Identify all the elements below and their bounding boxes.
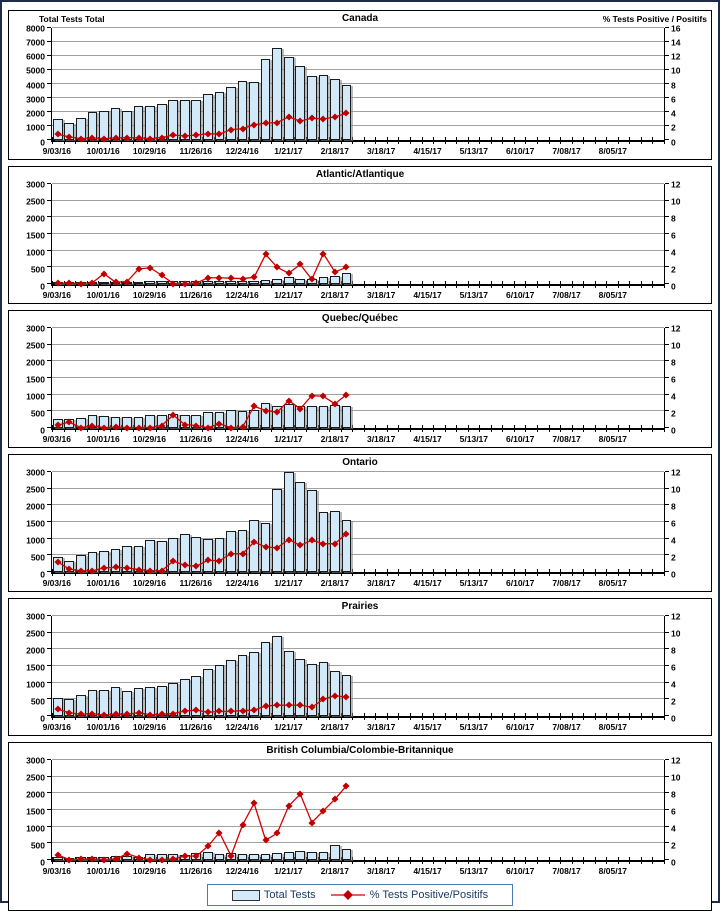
x-axis-labels — [42, 721, 665, 734]
x-axis-tick-label: 4/15/17 — [413, 578, 442, 588]
y-axis-tick-label: 2 — [671, 407, 676, 418]
y-axis-tick-label: 14 — [671, 37, 681, 47]
marker-percent-positive — [158, 711, 165, 718]
y-axis-tick-label: 0 — [40, 424, 45, 435]
y-axis-tick-label: 12 — [671, 754, 681, 765]
y-axis-tick-label: 500 — [30, 263, 45, 274]
y-axis-tick-label: 16 — [671, 22, 681, 33]
left-axis-tick — [47, 427, 51, 428]
x-axis-tick-label: 10/01/16 — [86, 866, 120, 876]
y-axis-tick-label: 6 — [671, 661, 676, 672]
x-axis-tick-label: 12/24/16 — [225, 290, 259, 300]
y-axis-tick-label: 0 — [40, 856, 45, 867]
x-axis-tick-label: 7/08/17 — [552, 722, 581, 732]
percent-positive-line — [52, 472, 664, 572]
y-axis-tick-label: 3000 — [26, 466, 45, 477]
y-axis-tick-label: 8 — [671, 644, 676, 655]
left-axis-tick — [47, 250, 51, 251]
percent-positive-line — [52, 616, 664, 716]
x-axis-tick-label: 9/03/16 — [42, 866, 71, 876]
x-axis-tick-label: 2/18/17 — [320, 146, 350, 156]
panel-header — [13, 13, 707, 28]
marker-percent-positive — [112, 856, 119, 863]
x-axis-tick-label: 2/18/17 — [320, 578, 350, 588]
x-axis-tick-label: 10/29/16 — [132, 722, 167, 732]
marker-percent-positive — [112, 279, 119, 286]
left-axis-tick — [47, 776, 51, 777]
x-axis-tick-label: 8/05/17 — [598, 578, 628, 588]
y-axis-tick-label: 0 — [40, 568, 45, 579]
plot-area — [51, 328, 665, 430]
x-axis-tick-label: 12/24/16 — [225, 146, 259, 156]
x-axis-tick-label: 10/01/16 — [86, 434, 120, 444]
percent-positive-line — [52, 28, 664, 140]
y-axis-tick-label: 2000 — [26, 500, 45, 511]
x-axis-tick-label: 11/26/16 — [179, 722, 213, 732]
x-axis-labels — [42, 577, 665, 590]
y-axis-tick-label: 1000 — [26, 534, 45, 545]
y-axis-tick-label: 4000 — [26, 79, 45, 90]
y-axis-tick-label: 1500 — [26, 229, 45, 240]
x-axis-tick-label: 1/21/17 — [274, 434, 303, 444]
y-axis-tick-label: 2500 — [26, 627, 45, 638]
percent-positive-line — [52, 760, 664, 860]
y-axis-tick-label: 2 — [671, 551, 676, 562]
y-axis-tick-label: 2500 — [26, 483, 45, 494]
x-axis-tick-label: 5/13/17 — [459, 434, 489, 444]
y-axis-tick-label: 12 — [671, 51, 681, 62]
y-axis-tick-label: 8 — [671, 212, 676, 223]
x-axis-tick-label: 1/21/17 — [274, 146, 303, 156]
legend-line-diamond-swatch-icon — [330, 890, 366, 900]
x-axis-tick-label: 10/29/16 — [132, 578, 167, 588]
x-axis-tick-label: 10/29/16 — [132, 146, 167, 156]
legend-item-percent-positive — [330, 889, 488, 901]
y-axis-tick-label: 2000 — [26, 644, 45, 655]
left-axis-tick — [47, 665, 51, 666]
y-axis-tick-label: 4 — [671, 246, 676, 257]
x-axis-tick-label: 6/10/17 — [506, 434, 535, 444]
y-axis-tick-label: 5000 — [26, 65, 45, 76]
y-axis-tick-label: 4 — [671, 534, 676, 545]
left-axis-tick — [47, 554, 51, 555]
left-axis-tick — [47, 826, 51, 827]
plot-area — [51, 760, 665, 862]
x-axis-tick-label: 2/18/17 — [320, 866, 350, 876]
percent-positive-line — [52, 328, 664, 428]
plot-area — [51, 616, 665, 718]
y-axis-tick-label: 4 — [671, 678, 676, 689]
left-axis-tick — [47, 139, 51, 140]
y-axis-tick-label: 0 — [671, 280, 676, 291]
x-axis-tick-label: 3/18/17 — [366, 866, 396, 876]
y-axis-tick-label: 2000 — [26, 108, 45, 119]
x-axis-tick-label: 11/26/16 — [179, 866, 213, 876]
x-axis-tick-label: 4/15/17 — [413, 434, 442, 444]
x-axis-tick-label: 1/21/17 — [274, 866, 303, 876]
chart-title: Ontario — [342, 457, 378, 468]
chart-row — [13, 610, 707, 723]
left-axis-tick — [47, 125, 51, 126]
y-axis-tick-label: 6 — [671, 373, 676, 384]
left-axis-tick — [47, 759, 51, 760]
x-axis-tick-label: 8/05/17 — [598, 722, 628, 732]
x-axis-tick-label: 7/08/17 — [552, 434, 581, 444]
y-axis-tick-label: 1500 — [26, 661, 45, 672]
left-axis-tick — [47, 859, 51, 860]
chart-panel-atlantic — [8, 166, 712, 304]
y-axis-tick-label: 1500 — [26, 517, 45, 528]
left-axis-tick — [47, 360, 51, 361]
y-axis-tick-label: 2 — [671, 695, 676, 706]
y-axis-tick-label: 0 — [40, 712, 45, 723]
x-axis-tick-label: 3/18/17 — [366, 290, 396, 300]
x-axis-tick-label: 1/21/17 — [274, 722, 303, 732]
y-axis-tick-label: 1500 — [26, 805, 45, 816]
left-axis-tick — [47, 842, 51, 843]
x-axis-tick-label: 11/26/16 — [179, 578, 213, 588]
x-axis-tick-label: 10/01/16 — [86, 146, 120, 156]
y-axis-tick-label: 2000 — [26, 356, 45, 367]
percent-positive-line — [52, 184, 664, 284]
x-axis-tick-label: 6/10/17 — [506, 578, 535, 588]
left-axis-tick — [47, 488, 51, 489]
marker-percent-positive — [77, 711, 84, 718]
left-axis-tick — [47, 183, 51, 184]
y-axis-tick-label: 2 — [671, 122, 676, 133]
chart-row — [13, 466, 707, 579]
legend-label: Total Tests — [263, 889, 316, 901]
chart-panel-quebec — [8, 310, 712, 448]
left-axis-tick — [47, 521, 51, 522]
x-axis-tick-label: 7/08/17 — [552, 866, 581, 876]
x-axis-tick-label: 10/01/16 — [86, 578, 120, 588]
chart-title: Canada — [341, 13, 379, 24]
left-axis-tick — [47, 69, 51, 70]
y-axis-tick-label: 1500 — [26, 373, 45, 384]
y-axis-tick-label: 7000 — [26, 37, 45, 47]
left-axis-title: Total Tests Total — [39, 14, 105, 24]
x-axis-tick-label: 11/26/16 — [179, 146, 213, 156]
x-axis-tick-label: 10/29/16 — [132, 434, 167, 444]
x-axis-tick-label: 6/10/17 — [506, 146, 535, 156]
y-axis-tick-label: 10 — [671, 627, 681, 638]
x-axis-tick-label: 2/18/17 — [320, 722, 350, 732]
left-axis-tick — [47, 504, 51, 505]
x-axis-tick-label: 12/24/16 — [225, 866, 259, 876]
y-axis-tick-label: 3000 — [26, 178, 45, 189]
left-axis-tick — [47, 648, 51, 649]
right-axis-tick-labels — [665, 22, 707, 147]
chart-panel-prairies — [8, 598, 712, 736]
x-axis-tick-label: 10/01/16 — [86, 722, 120, 732]
x-axis-tick-label: 4/15/17 — [413, 290, 442, 300]
y-axis-tick-label: 4 — [671, 390, 676, 401]
x-axis-labels — [42, 289, 665, 302]
left-axis-tick-labels — [13, 754, 51, 867]
legend-bar-swatch-icon — [232, 890, 260, 901]
y-axis-tick-label: 10 — [671, 339, 681, 350]
left-axis-tick — [47, 266, 51, 267]
x-axis-tick-label: 5/13/17 — [459, 146, 489, 156]
panel-header — [13, 169, 707, 184]
y-axis-tick-label: 6 — [671, 805, 676, 816]
chart-title: Atlantic/Atlantique — [315, 169, 405, 180]
x-axis-tick-label: 2/18/17 — [320, 434, 350, 444]
left-axis-tick — [47, 471, 51, 472]
plot-area — [51, 472, 665, 574]
marker-percent-positive — [239, 424, 246, 431]
x-axis-tick-label: 8/05/17 — [598, 434, 628, 444]
x-axis-tick-label: 10/29/16 — [132, 290, 167, 300]
y-axis-tick-label: 0 — [671, 424, 676, 435]
left-axis-tick — [47, 410, 51, 411]
x-axis-tick-label: 7/08/17 — [552, 578, 581, 588]
left-axis-tick — [47, 200, 51, 201]
x-axis-tick-label: 4/15/17 — [413, 722, 442, 732]
left-axis-tick — [47, 344, 51, 345]
x-axis-tick-label: 8/05/17 — [598, 866, 628, 876]
y-axis-tick-label: 3000 — [26, 610, 45, 621]
x-axis-tick-label: 1/21/17 — [274, 578, 303, 588]
y-axis-tick-label: 0 — [671, 568, 676, 579]
x-axis-tick-label: 12/24/16 — [225, 722, 259, 732]
x-axis-tick-label: 9/03/16 — [42, 434, 71, 444]
y-axis-tick-label: 2000 — [26, 212, 45, 223]
y-axis-tick-label: 8 — [671, 356, 676, 367]
right-axis-tick-labels — [665, 178, 707, 291]
y-axis-tick-label: 6000 — [26, 51, 45, 62]
x-axis-tick-label: 9/03/16 — [42, 578, 71, 588]
x-axis-labels — [42, 433, 665, 446]
right-axis-title: % Tests Positive / Positifs — [602, 14, 707, 24]
chart-row — [13, 322, 707, 435]
y-axis-tick-label: 2500 — [26, 771, 45, 782]
panel-header — [13, 457, 707, 472]
y-axis-tick-label: 1000 — [26, 390, 45, 401]
y-axis-tick-label: 10 — [671, 771, 681, 782]
y-axis-tick-label: 8000 — [26, 22, 45, 33]
x-axis-labels — [42, 865, 665, 878]
y-axis-tick-label: 12 — [671, 610, 681, 621]
y-axis-tick-label: 2500 — [26, 339, 45, 350]
y-axis-tick-label: 1000 — [26, 246, 45, 257]
chart-title: British Columbia/Colombie-Britannique — [266, 745, 454, 756]
left-axis-tick — [47, 327, 51, 328]
chart-row — [13, 754, 707, 867]
left-axis-tick — [47, 41, 51, 42]
x-axis-tick-label: 6/10/17 — [506, 866, 535, 876]
x-axis-tick-label: 9/03/16 — [42, 290, 71, 300]
x-axis-tick-label: 7/08/17 — [552, 146, 581, 156]
chart-panel-canada — [8, 10, 712, 160]
y-axis-tick-label: 500 — [30, 407, 45, 418]
x-axis-tick-label: 4/15/17 — [413, 866, 442, 876]
left-axis-tick — [47, 538, 51, 539]
left-axis-tick — [47, 283, 51, 284]
x-axis-tick-label: 5/13/17 — [459, 866, 489, 876]
x-axis-tick-label: 10/01/16 — [86, 290, 120, 300]
panel-header — [13, 313, 707, 328]
left-axis-tick — [47, 55, 51, 56]
y-axis-tick-label: 12 — [671, 178, 681, 189]
y-axis-tick-label: 500 — [30, 839, 45, 850]
y-axis-tick-label: 3000 — [26, 94, 45, 104]
y-axis-tick-label: 0 — [40, 136, 45, 147]
x-axis-tick-label: 2/18/17 — [320, 290, 350, 300]
y-axis-tick-label: 2000 — [26, 788, 45, 799]
y-axis-tick-label: 10 — [671, 195, 681, 206]
x-axis-tick-label: 6/10/17 — [506, 722, 535, 732]
y-axis-tick-label: 3000 — [26, 322, 45, 333]
y-axis-tick-label: 12 — [671, 322, 681, 333]
y-axis-tick-label: 8 — [671, 500, 676, 511]
chart-title: Prairies — [341, 601, 379, 612]
y-axis-tick-label: 10 — [671, 483, 681, 494]
left-axis-tick-labels — [13, 22, 51, 147]
y-axis-tick-label: 2 — [671, 839, 676, 850]
chart-row — [13, 178, 707, 291]
y-axis-tick-label: 12 — [671, 466, 681, 477]
chart-row — [13, 22, 707, 147]
x-axis-tick-label: 7/08/17 — [552, 290, 581, 300]
right-axis-tick-labels — [665, 754, 707, 867]
x-axis-tick-label: 11/26/16 — [179, 434, 213, 444]
legend-item-total-tests — [232, 889, 316, 901]
y-axis-tick-label: 1000 — [26, 122, 45, 133]
left-axis-tick — [47, 615, 51, 616]
y-axis-tick-label: 4 — [671, 108, 676, 119]
left-axis-tick — [47, 97, 51, 98]
x-axis-tick-label: 11/26/16 — [179, 290, 213, 300]
left-axis-tick — [47, 216, 51, 217]
x-axis-tick-label: 3/18/17 — [366, 146, 396, 156]
chart-panel-british-columbia — [8, 742, 712, 911]
x-axis-tick-label: 8/05/17 — [598, 146, 628, 156]
left-axis-tick-labels — [13, 178, 51, 291]
y-axis-tick-label: 10 — [671, 65, 681, 76]
x-axis-tick-label: 3/18/17 — [366, 434, 396, 444]
chart-panel-ontario — [8, 454, 712, 592]
right-axis-tick-labels — [665, 610, 707, 723]
left-axis-tick — [47, 571, 51, 572]
right-axis-tick-labels — [665, 322, 707, 435]
left-axis-tick — [47, 27, 51, 28]
y-axis-tick-label: 6 — [671, 229, 676, 240]
x-axis-tick-label: 12/24/16 — [225, 578, 259, 588]
panel-header — [13, 745, 707, 760]
y-axis-tick-label: 2500 — [26, 195, 45, 206]
right-axis-tick-labels — [665, 466, 707, 579]
left-axis-tick-labels — [13, 322, 51, 435]
x-axis-tick-label: 4/15/17 — [413, 146, 442, 156]
left-axis-tick — [47, 715, 51, 716]
y-axis-tick-label: 2 — [671, 263, 676, 274]
x-axis-tick-label: 12/24/16 — [225, 434, 259, 444]
legend-label: % Tests Positive/Positifs — [369, 889, 489, 901]
chart-title: Quebec/Québec — [321, 313, 399, 324]
y-axis-tick-label: 0 — [671, 856, 676, 867]
left-axis-tick-labels — [13, 466, 51, 579]
x-axis-tick-label: 8/05/17 — [598, 290, 628, 300]
x-axis-labels — [42, 145, 665, 158]
left-axis-tick — [47, 809, 51, 810]
y-axis-tick-label: 8 — [671, 788, 676, 799]
left-axis-tick-labels — [13, 610, 51, 723]
left-axis-tick — [47, 682, 51, 683]
y-axis-tick-label: 3000 — [26, 754, 45, 765]
x-axis-tick-label: 10/29/16 — [132, 866, 167, 876]
y-axis-tick-label: 500 — [30, 695, 45, 706]
y-axis-tick-label: 1000 — [26, 678, 45, 689]
y-axis-tick-label: 0 — [671, 712, 676, 723]
y-axis-tick-label: 6 — [671, 517, 676, 528]
x-axis-tick-label: 1/21/17 — [274, 290, 303, 300]
x-axis-tick-label: 5/13/17 — [459, 722, 489, 732]
x-axis-tick-label: 6/10/17 — [506, 290, 535, 300]
left-axis-tick — [47, 632, 51, 633]
x-axis-tick-label: 3/18/17 — [366, 722, 396, 732]
left-axis-tick — [47, 394, 51, 395]
y-axis-tick-label: 500 — [30, 551, 45, 562]
plot-area — [51, 28, 665, 142]
y-axis-tick-label: 0 — [671, 136, 676, 147]
y-axis-tick-label: 4 — [671, 822, 676, 833]
marker-percent-positive — [112, 424, 119, 431]
left-axis-tick — [47, 377, 51, 378]
x-axis-tick-label: 5/13/17 — [459, 290, 489, 300]
x-axis-tick-label: 3/18/17 — [366, 578, 396, 588]
x-axis-tick-label: 9/03/16 — [42, 146, 71, 156]
left-axis-tick — [47, 698, 51, 699]
x-axis-tick-label: 5/13/17 — [459, 578, 489, 588]
y-axis-tick-label: 8 — [671, 79, 676, 90]
left-axis-tick — [47, 233, 51, 234]
left-axis-tick — [47, 111, 51, 112]
left-axis-tick — [47, 792, 51, 793]
y-axis-tick-label: 1000 — [26, 822, 45, 833]
plot-area — [51, 184, 665, 286]
left-axis-tick — [47, 83, 51, 84]
y-axis-tick-label: 0 — [40, 280, 45, 291]
y-axis-tick-label: 6 — [671, 94, 676, 104]
x-axis-tick-label: 9/03/16 — [42, 722, 71, 732]
panel-header — [13, 601, 707, 616]
